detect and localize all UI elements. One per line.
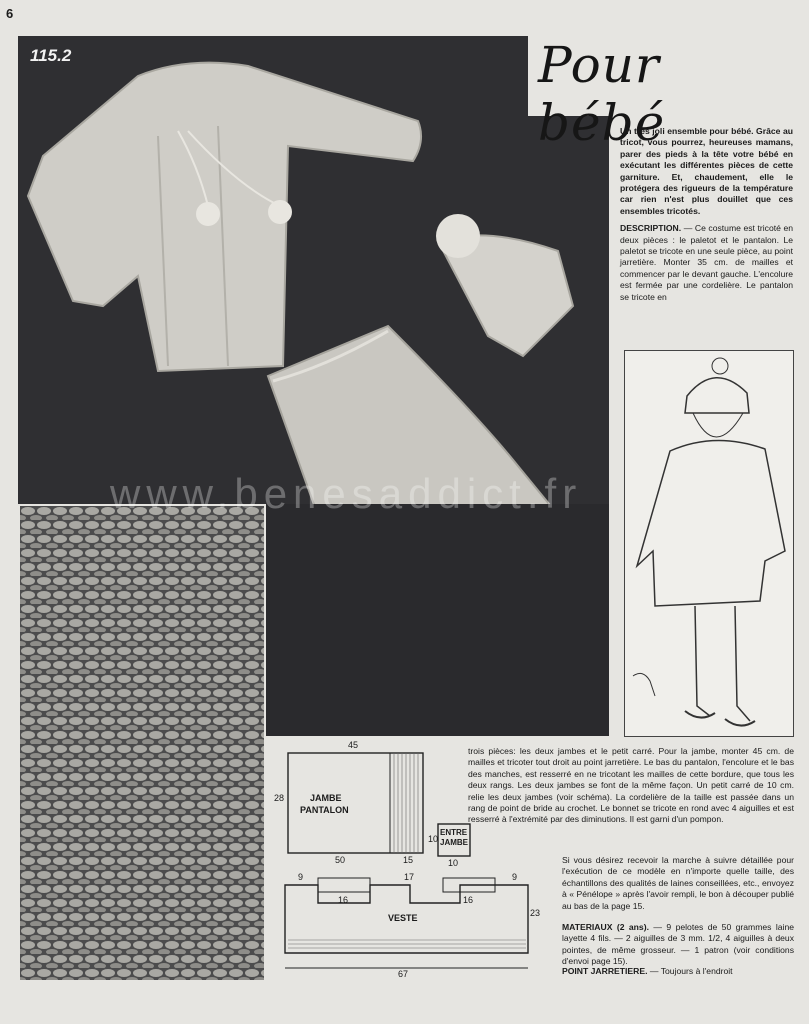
photo-lower-dark [266,504,609,736]
dim-9-right: 9 [512,872,518,882]
veste-label: VESTE [388,913,418,923]
dim-16-right: 16 [463,895,474,905]
dim-23: 23 [530,908,541,918]
order-paragraph: Si vous désirez recevoir la marche à suivre détaillée pour l'exécution de ce modèle en n'importe quelle taille, des échantillons des qualités de laines conseillées, etc., envoyez à « Pénélope » après l'avoir rempli, le bon à découper publié au bas de la page 15. [562,855,794,911]
materials-paragraph [562,922,794,968]
intro-column [620,126,793,303]
dim-50: 50 [335,855,346,865]
stitch-swatch-photo [20,506,264,980]
materials-text: — 9 pelotes de 50 grammes laine layette 4 fils. — 2 aiguilles de 3 mm. 1/2, 4 aiguilles à deux pointes, de même grosseur. — 1 patron (voir conditions d'envoi page 15). [562,922,795,967]
dim-28: 28 [274,793,285,803]
stitch-text: — Toujours à l'endroit [649,966,733,976]
dim-16-left: 16 [338,895,349,905]
intro-paragraph: Un très joli ensemble pour bébé. Grâce au tricot, vous pourrez, heureuses mamans, parer des pieds à la tête votre bébé en exécutant les différentes pièces de cette garniture. Et, chaudement, elle le protégera des rigueurs de la température car rien n'est plus douillet que ces ensembles tricotés. [620,126,793,216]
entre-jambe-label: JAMBE [440,838,469,847]
entre-label: ENTRE [440,828,468,837]
stitch-paragraph [562,966,794,977]
watermark: www.benesaddict.fr [110,470,583,517]
dim-10-side: 10 [428,834,439,844]
page-title: Pour bébé [528,36,798,116]
jambe-label: JAMBE [310,793,342,803]
stitch-label: POINT JARRETIERE. [562,966,648,976]
pantalon-label: PANTALON [300,805,349,815]
dim-45: 45 [348,740,359,750]
continued-paragraph: trois pièces: les deux jambes et le petit carré. Pour la jambe, monter 45 cm. de mailles et tricoter tout droit au point jarretière. Le bas du pantalon, l'encolure et le bas des manches, est resserré en ne tricotant les mailles de cette bordure, que tous les deux rangs. Les deux jambes se font de la même façon. Un petit carré de 10 cm. relie les deux jambes (voir schéma). La cordelière de la taille est passée dans un rang de point de bride au crochet. Le bonnet se tricote en rond avec 4 aiguilles et est resserré à l'extrémité par des diminutions. Il est garni d'un pompon. [468,746,794,825]
reference-number: 115.2 [30,46,72,65]
description-label: DESCRIPTION. [620,223,682,234]
dim-9-left: 9 [298,872,304,882]
dim-17: 17 [404,872,415,882]
child-illustration [624,350,794,737]
page-number: 6 [6,6,14,21]
materials-label: MATERIAUX (2 ans). [562,922,649,932]
dim-67: 67 [398,969,409,979]
dim-10-bottom: 10 [448,858,459,868]
stitch-swatch-art [20,506,264,980]
child-illustration-art [625,351,793,736]
description-paragraph [620,223,793,303]
dim-15: 15 [403,855,414,865]
description-text: — Ce costume est tricoté en deux pièces : le paletot et le pantalon. Le paletot se tricote en une seule pièce, au point jarretière. Monter 35 cm. de mailles et commencer par le devant gauche. L'encolure est fermée par une cordelière. Le pantalon se tricote en [620,223,794,302]
